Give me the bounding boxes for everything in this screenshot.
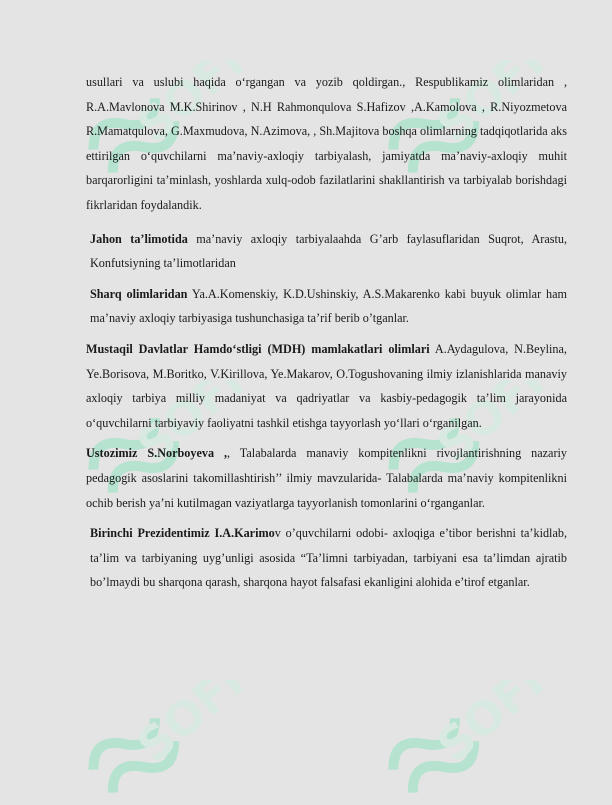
watermark-logo (370, 680, 550, 800)
svg-text:SOFF: SOFF (426, 60, 550, 153)
paragraph-karimov (86, 521, 567, 595)
paragraph-heading: Birinchi Prezidentimiz I.A.Karimo (90, 526, 275, 541)
svg-text:SOFF: SOFF (126, 380, 250, 473)
paragraph-text: Ya.A.Komenskiy, K.D.Ushinskiy, A.S.Makarenko kabi buyuk olimlar ham maʼnaviy axloqiy tarbiyasiga tushunchasiga taʼrif berib o’tganlar. (90, 286, 568, 326)
paragraph-cis-scholars (86, 337, 567, 435)
paragraph-text: usullari va uslubi haqida oʻrgangan va yozib qoldirgan., Respublikamiz olimlaridan , R.A.Mavlonova M.K.Shirinov , N.H Rahmonqulova S.Hafizov ,A.Kamolova , R.Niyozmetova R.Mamatqulova, G.Maxmudova, N.Azimova, , Sh.Majitova boshqa olimlarning tadqiqotlarida aks ettirilgan oʻquvchilarni maʼnaviy-axloqiy tarbiyalash, jamiyatda maʼnaviy-axloqiy muhit barqarorligini taʼminlash, yoshlarda xulq-odob fazilatlarini shakllantirish va tarbiyalab borishdagi fikrlaridan foydalandik. (86, 75, 567, 212)
paragraph-text: , Talabalarda manaviy kompitenlikni rivojlantirishning nazariy pedagogik asoslarini takomillashtirish’’ ilmiy mavzularida- Talabalarda maʼnaviy kompitenlikni ochib berish yaʼni kutilmagan vaziyatlarga tayyorlanish tomonlarini oʻrganganlar. (86, 446, 567, 510)
paragraph-text: A.Aydagulova, N.Beylina, Ye.Borisova, M.Boritko, V.Kirillova, Ye.Makarov, O.Togushovaning ilmiy izlanishlarida manaviy axloqiy tarbiya milliy madaniyat va qadriyatlar va kasbiy-pedagogik taʼlim jarayonida oʻquvchilarni tarbiyaviy faoliyatni tashkil etishga tayyorlash yoʻllari oʻrganilgan. (86, 341, 567, 430)
watermark-logo (70, 680, 250, 800)
paragraph-heading: Sharq olimlaridan (90, 286, 188, 301)
paragraph-norboyeva (86, 441, 567, 515)
svg-text:SOFF: SOFF (426, 380, 550, 473)
paragraph-text: v o’quvchilarni odobi- axloqiga e’tibor berishni ta’kidlab, ta’lim va tarbiyaning uyg’unligi asosida “Ta’limni tarbiyadan, tarbiyani esa ta’limdan ajratib bo’lmaydi bu sharqona qarash, sharqona hayot falsafasi ekanligini alohida e’tirof etganlar. (90, 526, 567, 590)
svg-text:SOFF: SOFF (126, 680, 250, 773)
paragraph-heading: Mustaqil Davlatlar Hamdoʻstligi (MDH) mamlakatlari olimlari (86, 341, 430, 356)
document-body (86, 70, 567, 601)
svg-text:SOFF: SOFF (126, 60, 250, 153)
paragraph-text: maʼnaviy axloqiy tarbiyalaahda G’arb faylasuflaridan Suqrot, Arastu, Konfutsiyning taʼlimotlaridan (90, 231, 567, 271)
paragraph-eastern-scholars (86, 282, 567, 331)
paragraph-intro (86, 70, 567, 218)
paragraph-heading: Ustozimiz S.Norboyeva , (86, 446, 228, 461)
svg-text:SOFF: SOFF (426, 680, 550, 773)
paragraph-world-teachings (86, 227, 567, 276)
paragraph-heading: Jahon taʼlimotida (90, 231, 188, 246)
